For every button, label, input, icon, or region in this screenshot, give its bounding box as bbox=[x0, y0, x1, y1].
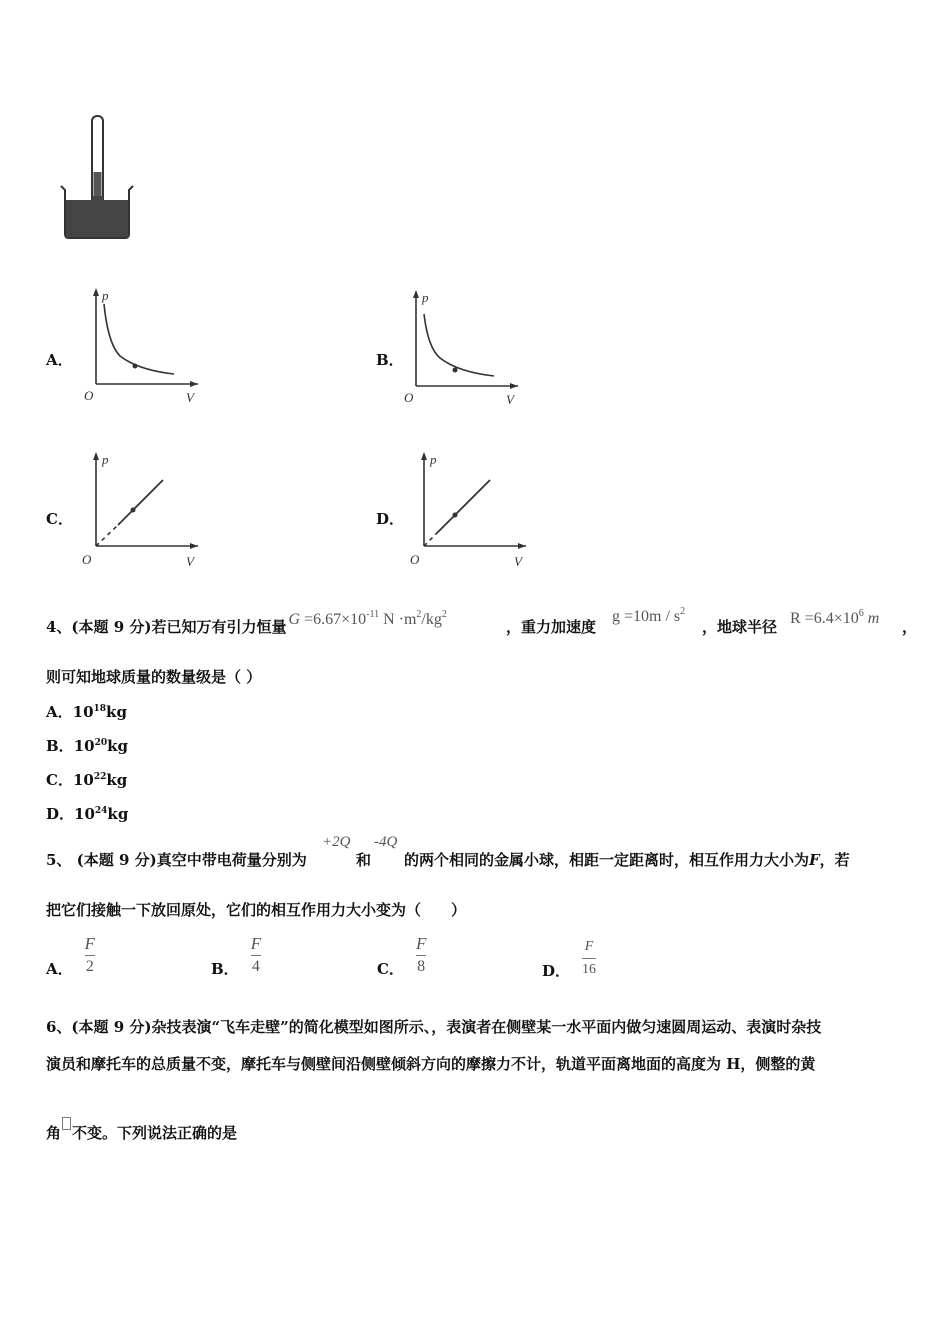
graph-option-c bbox=[78, 448, 203, 573]
q4-option-b[interactable]: B．$10^{20}kg$ bbox=[46, 737, 128, 755]
axis-p-d: p bbox=[430, 452, 437, 467]
graph-option-d-label: D． bbox=[376, 510, 405, 528]
axis-v-c: V bbox=[186, 554, 194, 569]
q4-option-a[interactable]: A．$10^{18}kg$ bbox=[46, 703, 127, 721]
axis-p-a: p bbox=[102, 288, 109, 303]
axis-p-c: p bbox=[102, 452, 109, 467]
graph-option-b bbox=[398, 286, 523, 416]
q4-mid2: ，地球半径 bbox=[702, 618, 778, 636]
q4-line1 bbox=[46, 609, 447, 637]
axis-v-b: V bbox=[506, 392, 514, 407]
tube-in-dish-figure bbox=[55, 108, 140, 243]
q4-option-d[interactable]: D．$10^{24}kg$ bbox=[46, 805, 129, 823]
q5-charge2: -4Q bbox=[374, 834, 398, 850]
q5-charge1: +2Q bbox=[322, 834, 351, 850]
q4-tail: ， bbox=[902, 618, 918, 636]
q4-option-c[interactable]: C．$10^{22}kg$ bbox=[46, 771, 128, 789]
axis-p-b: p bbox=[422, 290, 429, 305]
origin-b: O bbox=[404, 390, 414, 405]
q6-line3: 角 不变。下列说法正确的是 bbox=[46, 1117, 237, 1143]
q5-prefix: 5、 (本题 9 分)真空中带电荷量分别为 bbox=[46, 851, 307, 869]
q5-and: 和 bbox=[356, 851, 372, 869]
q5-suffix-line: 的两个相同的金属小球，相距一定距离时，相互作用力大小为F，若 bbox=[404, 851, 850, 869]
q4-R-formula: $R =6.4\times 10^6$ m bbox=[790, 608, 880, 627]
dish-liquid bbox=[66, 200, 128, 237]
origin-d: O bbox=[410, 552, 420, 567]
q4-g-formula: $g =10m / s^2$ bbox=[612, 606, 686, 625]
line-d bbox=[436, 480, 490, 534]
q5-option-a[interactable]: A． $\frac{F}{2}$ bbox=[46, 934, 96, 978]
graph-option-c-label: C． bbox=[46, 510, 73, 528]
line-c bbox=[118, 480, 163, 525]
origin-a: O bbox=[84, 388, 94, 403]
q5-option-c[interactable]: C． $\frac{F}{8}$ bbox=[377, 934, 427, 978]
graph-option-b-label: B． bbox=[376, 351, 404, 369]
q4-prefix: 4、(本题 9 分)若已知万有引力恒量 bbox=[46, 618, 287, 636]
q4-mid1: ，重力加速度 bbox=[506, 618, 597, 636]
q5-option-d[interactable]: D． $\frac{F}{16}$ bbox=[542, 939, 597, 980]
q4-G-formula: $G =6.67\times 10^{-11}$ $N \cdot m^2/kg^2$ bbox=[288, 609, 447, 628]
q5-line2: 把它们接触一下放回原处，它们的相互作用力大小变为（ ） bbox=[46, 901, 467, 919]
q6-line1: 6、(本题 9 分)杂技表演“飞车走壁”的简化模型如图所示、，表演者在侧壁某一水平面内做匀速圆周运动、表演时杂技 bbox=[46, 1018, 822, 1036]
axis-v-d: V bbox=[514, 554, 522, 569]
graph-option-a bbox=[78, 284, 203, 414]
origin-c: O bbox=[82, 552, 92, 567]
missing-glyph-box bbox=[62, 1117, 71, 1130]
curve-b bbox=[424, 314, 494, 376]
curve-a bbox=[104, 304, 174, 374]
q4-line2: 则可知地球质量的数量级是（ ） bbox=[46, 668, 262, 686]
q5-option-b[interactable]: B． $\frac{F}{4}$ bbox=[211, 934, 262, 978]
graph-option-d bbox=[406, 448, 531, 573]
q6-line2: 演员和摩托车的总质量不变，摩托车与侧壁间沿侧壁倾斜方向的摩擦力不计，轨道平面离地面的高度为 H，侧整的黄 bbox=[46, 1055, 816, 1073]
axis-v-a: V bbox=[186, 390, 194, 405]
graph-option-a-label: A． bbox=[46, 351, 73, 369]
